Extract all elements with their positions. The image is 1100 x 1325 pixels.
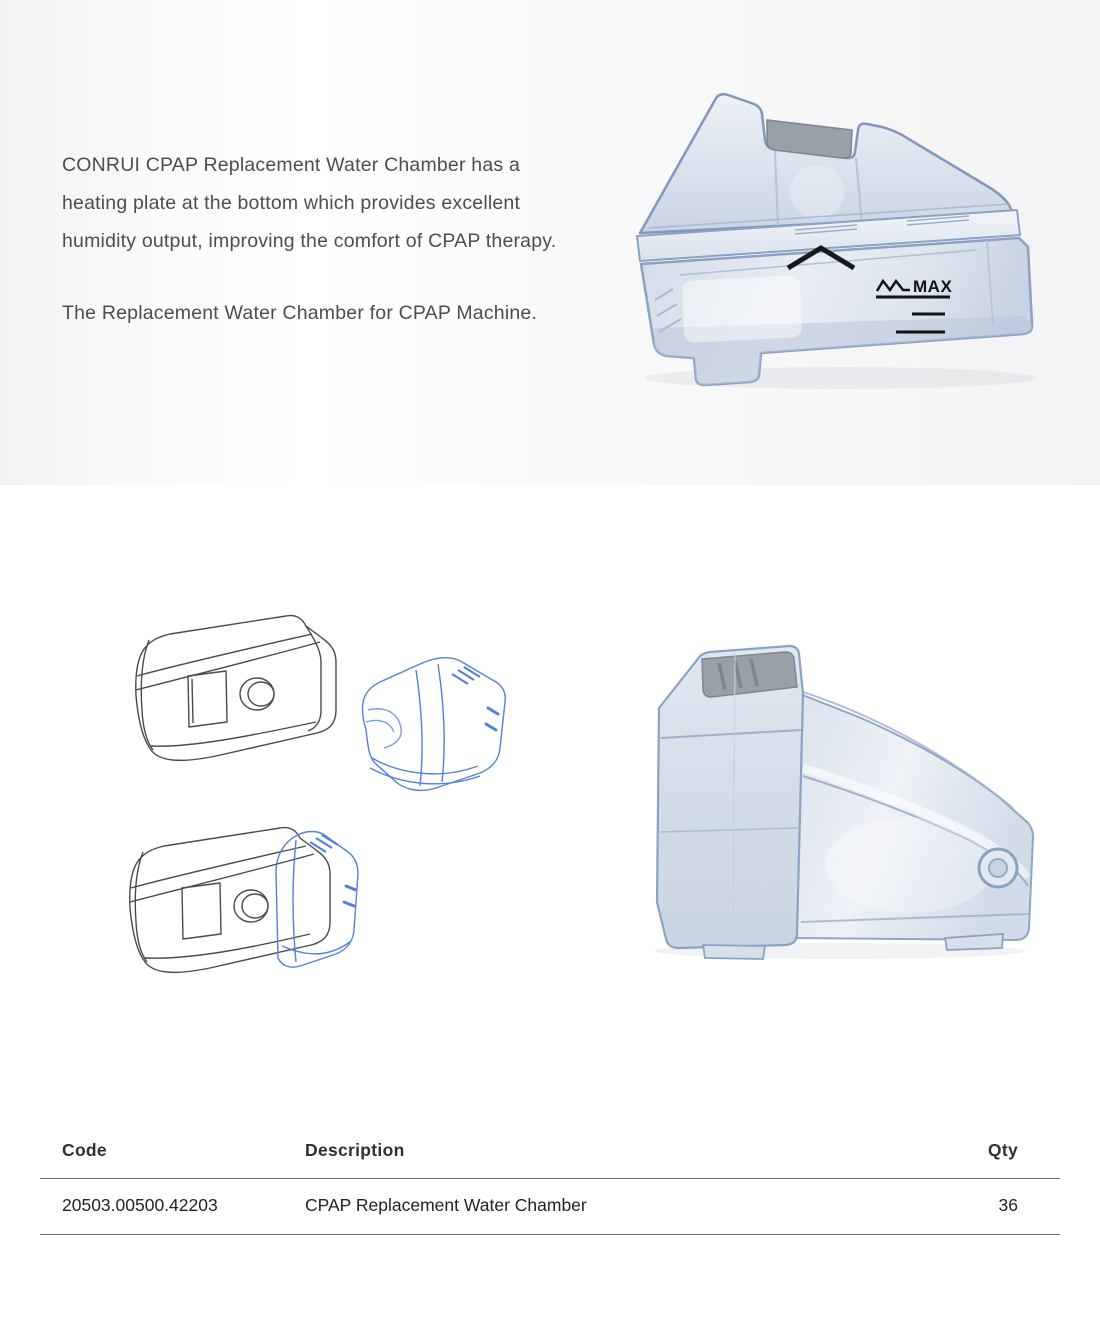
hero-section [0,0,1100,485]
description-line: humidity output, improving the comfort of CPAP therapy. [62,230,557,252]
description-line: heating plate at the bottom which provides excellent [62,192,521,214]
column-header-description: Description [305,1140,930,1179]
cell-code: 20503.00500.42203 [40,1179,305,1235]
chamber-outline-drawing [362,658,505,791]
spec-table-section [40,1140,1060,1235]
machine-outline-drawing [136,615,336,760]
cell-qty: 36 [930,1179,1060,1235]
assembly-line-drawing [100,590,540,990]
cell-description: CPAP Replacement Water Chamber [305,1179,930,1235]
spec-table [40,1140,1060,1235]
description-paragraph [62,146,556,260]
water-chamber-side-photo [625,78,1070,408]
chamber-rear-tower [657,646,803,959]
description-line: CONRUI CPAP Replacement Water Chamber has a [62,154,520,176]
max-label: MAX [913,277,953,296]
assembly-section [0,485,1100,1140]
assembled-outline-drawing [130,827,358,972]
water-chamber-rear-photo [615,600,1045,960]
product-description [62,146,556,332]
column-header-qty: Qty [930,1140,1060,1179]
chamber-rear-body [795,690,1033,950]
table-row [40,1179,1060,1235]
chamber-lid [640,94,1013,233]
column-header-code: Code [40,1140,305,1179]
description-subline: The Replacement Water Chamber for CPAP Machine. [62,302,538,324]
table-header-row [40,1140,1060,1179]
